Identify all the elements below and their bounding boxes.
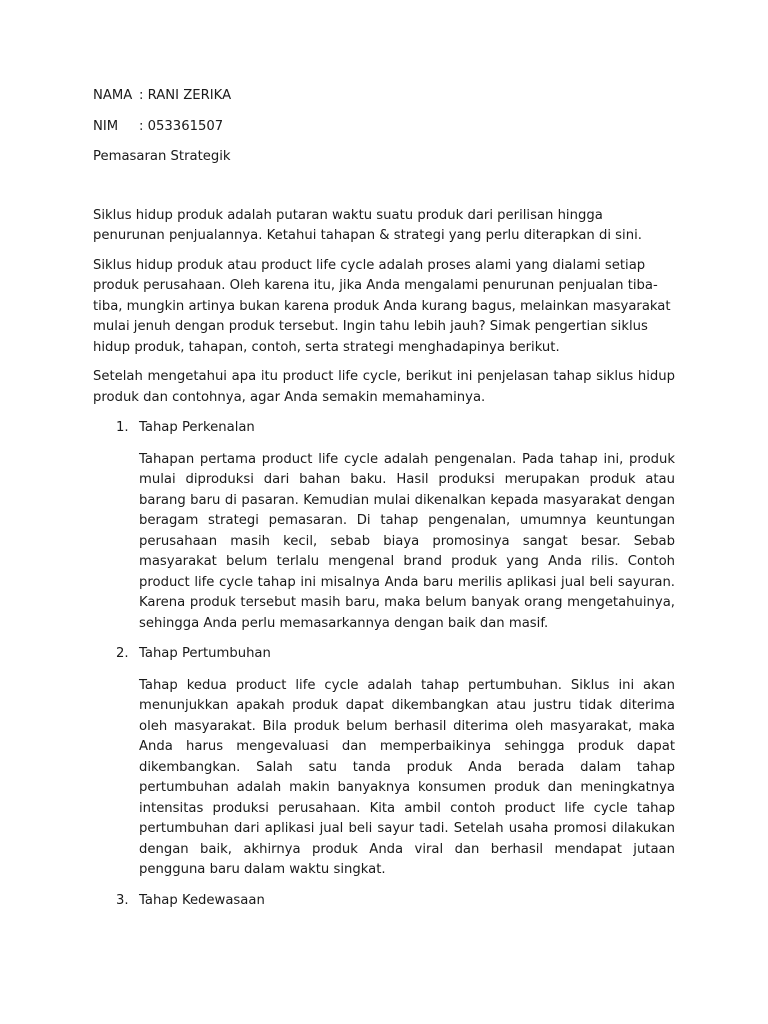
- stage-title: Tahap Pertumbuhan: [139, 646, 271, 661]
- stage-list: [93, 418, 675, 911]
- stage-heading: [93, 418, 675, 439]
- name-label: NAMA: [93, 88, 133, 103]
- stage-body: Tahap kedua product life cycle adalah tahap pertumbuhan. Siklus ini akan menunjukkan apakah produk dapat dikembangkan atau justru tidak diterima oleh masyarakat. Bila produk belum berhasil diterima oleh masyarakat, maka Anda harus mengevaluasi dan memperbaikinya sehingga produk dapat dikembangkan. Salah satu tanda produk Anda berada dalam tahap pertumbuhan adalah makin banyaknya konsumen produk dan meningkatnya intensitas produksi perusahaan. Kita ambil contoh product life cycle tahap pertumbuhan dari aplikasi jual beli sayur tadi. Setelah usaha promosi dilakukan dengan baik, akhirnya produk Anda viral dan berhasil mendapat jutaan pengguna baru dalam waktu singkat.: [139, 677, 675, 877]
- stage-title: Tahap Perkenalan: [139, 420, 255, 435]
- stage-item: [93, 891, 675, 912]
- stage-body: Tahapan pertama product life cycle adalah pengenalan. Pada tahap ini, produk mulai diproduksi dari bahan baku. Hasil produksi merupakan produk atau barang baru di pasaran. Kemudian mulai dikenalkan kepada masyarakat dengan beragam strategi pemasaran. Di tahap pengenalan, umumnya keuntungan perusahaan masih kecil, sebab biaya promosinya sangat besar. Sebab masyarakat belum terlalu mengenal brand produk yang Anda rilis. Contoh product life cycle tahap ini misalnya Anda baru merilis aplikasi jual beli sayuran. Karena produk tersebut masih baru, maka belum banyak orang mengetahuinya, sehingga Anda perlu memasarkannya dengan baik dan masif.: [139, 451, 675, 631]
- intro-paragraph-2: Siklus hidup produk atau product life cycle adalah proses alami yang dialami setiap produk perusahaan. Oleh karena itu, jika Anda mengalami penurunan penjualan tiba-tiba, mungkin artinya bukan karena produk Anda kurang bagus, melainkan masyarakat mulai jenuh dengan produk tersebut. Ingin tahu lebih jauh? Simak pengertian siklus hidup produk, tahapan, contoh, serta strategi menghadapinya berikut.: [93, 257, 671, 355]
- intro-paragraph-1: Siklus hidup produk adalah putaran waktu suatu produk dari perilisan hingga penurunan penjualannya. Ketahui tahapan & strategi yang perlu diterapkan di sini.: [93, 207, 642, 243]
- document-page: [93, 86, 675, 922]
- intro-paragraph-3: Setelah mengetahui apa itu product life cycle, berikut ini penjelasan tahap siklus hidup produk dan contohnya, agar Anda semakin memahaminya.: [93, 369, 675, 405]
- stage-number: 2.: [116, 646, 129, 661]
- stage-item: [93, 644, 675, 881]
- nim-value: : 053361507: [139, 118, 224, 134]
- name-value: : RANI ZERIKA: [139, 88, 232, 103]
- stage-heading: [93, 891, 675, 912]
- student-id-line: [93, 117, 675, 138]
- nim-label: NIM: [93, 118, 119, 134]
- course-title: Pemasaran Strategik: [93, 149, 231, 164]
- stage-heading: [93, 644, 675, 665]
- student-name-line: [93, 86, 675, 107]
- stage-number: 3.: [116, 892, 129, 908]
- stage-item: [93, 418, 675, 634]
- stage-title: Tahap Kedewasaan: [139, 892, 265, 908]
- stage-number: 1.: [116, 420, 129, 435]
